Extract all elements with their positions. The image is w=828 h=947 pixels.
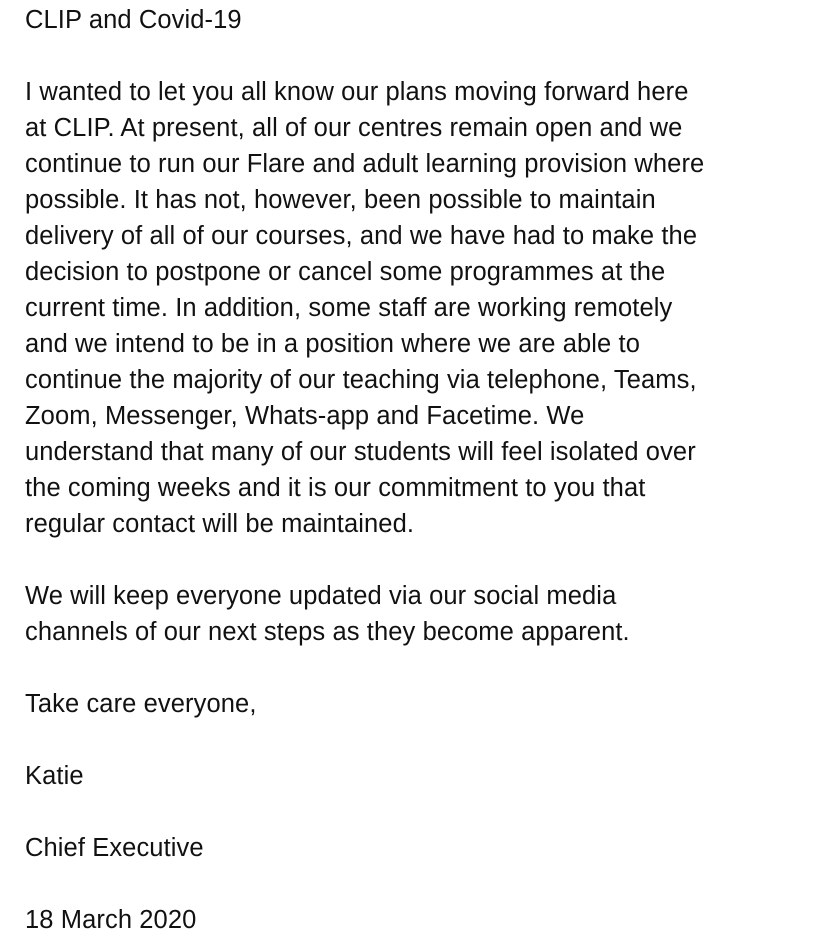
paragraph-line: continue the majority of our teaching via telephone, Teams, <box>25 366 697 394</box>
letter-title: CLIP and Covid-19 <box>25 6 242 34</box>
paragraph-line: continue to run our Flare and adult learning provision where <box>25 150 705 178</box>
paragraph-line: regular contact will be maintained. <box>25 510 415 538</box>
signer-name: Katie <box>25 762 84 790</box>
paragraph-line: Zoom, Messenger, Whats-app and Facetime. We <box>25 402 585 430</box>
paragraph-line: current time. In addition, some staff are working remotely <box>25 294 673 322</box>
paragraph-line: I wanted to let you all know our plans moving forward here <box>25 78 689 106</box>
paragraph-line: and we intend to be in a position where we are able to <box>25 330 640 358</box>
closing-line: Take care everyone, <box>25 690 257 718</box>
paragraph-line: possible. It has not, however, been possible to maintain <box>25 186 656 214</box>
paragraph-line: the coming weeks and it is our commitment to you that <box>25 474 646 502</box>
paragraph-line: at CLIP. At present, all of our centres remain open and we <box>25 114 683 142</box>
signer-title: Chief Executive <box>25 834 204 862</box>
paragraph-line: understand that many of our students will feel isolated over <box>25 438 696 466</box>
paragraph-line: delivery of all of our courses, and we have had to make the <box>25 222 698 250</box>
letter-document <box>25 2 820 938</box>
letter-date: 18 March 2020 <box>25 906 197 934</box>
paragraph-line: channels of our next steps as they become apparent. <box>25 618 630 646</box>
body-paragraph-1 <box>25 74 820 542</box>
paragraph-line: decision to postpone or cancel some programmes at the <box>25 258 666 286</box>
paragraph-line: We will keep everyone updated via our social media <box>25 582 617 610</box>
body-paragraph-2 <box>25 578 820 650</box>
